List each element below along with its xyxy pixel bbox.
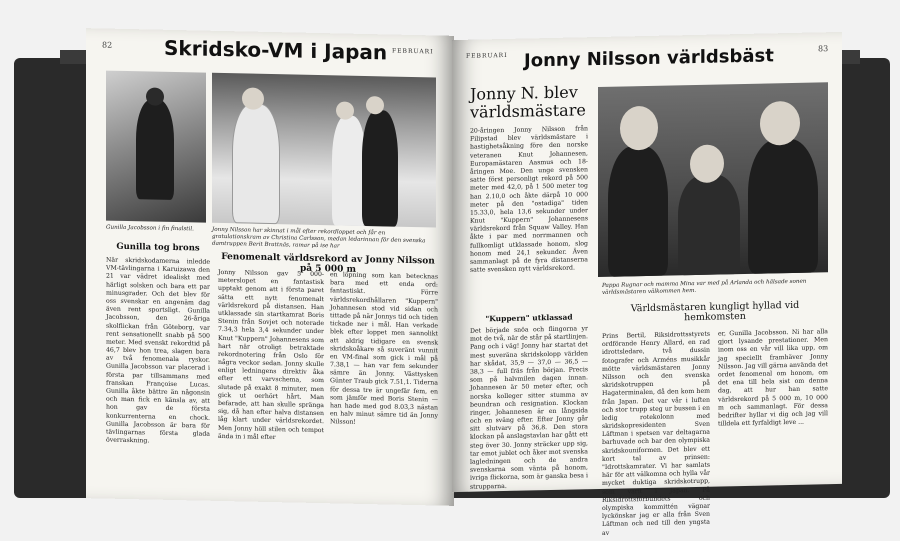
photo-caption-parents: Pappa Rugnar och mamma Mina var med på Arlanda och hälsade sonen världsmästaren välkommen hem. bbox=[602, 278, 807, 296]
photo-caption-gunilla: Gunilla Jacobsson i fin finalstil. bbox=[106, 224, 194, 233]
left-page bbox=[86, 28, 454, 506]
photo-skater-gunilla bbox=[106, 71, 206, 223]
article-text-homecoming-col2: er, Gunilla Jacobsson. Ni har alla gjort lysande prestationer. Men inom oss en vår vill lika upp, om jag speciellt framhäver Jonny Nilsson. Jag vill gärna använda det ordet fenomenal om honom, om det ena till hela sist om denna dag, att hur han satte världsrekord på 5 000 m, 10 000 m och sammanlagt. För dessa bedrifter hyllar vi dig och jag vill tilldela ett fyrfaldigt leve ... bbox=[718, 328, 828, 428]
article-title-record: Fenomenalt världsrekord av Jonny Nilsson på 5 000 m bbox=[221, 251, 435, 275]
article-text-record-col2: en löpning som kan betecknas bara med ett enda ord: fantastiskt. Förre världsrekordhållaren "Kuppern" Johannesen stod vid sidan och tittade på när Jonnys tid och tiden tickade ner i mål. Han verkade blek efter loppet men sannolikt att aldrig tidigare en svensk skridskoåkare så suveränt vunnit en VM-final som gick i mål på 7.38,1 — han var fem sekunder sämre än Jonny. Västtysken Günter Traub gick 7.51,1. Tiderna för dessa tre är ungefär fem, en som jämför med Boris Stenin — han hade med god 8.03,3 nästan en halv minut sämre tid än Jonny Nilsson! bbox=[330, 271, 438, 427]
running-head-left: FEBRUARI bbox=[392, 47, 434, 56]
article-text-kuppern: Det började snöa och flingorna yr mot de två, när de står på startlinjen. Pang och i väg! Jonny har startat det mest suveräna skridskolopp världen har skådat, 35,9 — 37,0 — 36,5 — 38,3 — full fräs från början. Precis som på halvmilen dagen innan. Johannesen är 50 meter efter, och norska kolleger sitter stumma av beundran och resignation. Klockan ringer, Johannesen är en långsida och en sväng efter. Efter Jonny går sitt slutvarv på 36,8. Den stora klockan på anslagstavlan har gått ett steg över 30. Jonny sträcker upp sig, tar emot jublet och åker mot svenska lagledningen och de andra svenskarna som vänta på honom, ivriga flickorna, som är ganska besa i strupparna. bbox=[470, 325, 588, 491]
article-text-homecoming-col1: Prins Bertil, Riksidrottsstyrets ordförande Henry Allard, en rad idrottsledare, två dussin fotografer och Arméns musikkår mötte världsmästaren Jonny Nilsson och den svenska skridskotruppen på Hagaterminalen, då den kom hem från Japan. Det var vår i luften och stor trupp steg ur bussen i en ledig rotekolonn med skridskopresidenten Sven Läftman i spetsen var deltagarna barhuvade och bar den olympiska skridskouniformen. Det blev ett kort tal av prinsen: "Idrottskamrater. Vi har samlats här för att välkomna och hylla vår mycket duktiga skridskotrupp, som varit i Japan. På Riksidrottsförbundets och olympiska kommittén vägnar lyckönskar jag er alla från Sven Läftman och ned till den yngsta av bbox=[602, 330, 710, 537]
article-title-gunilla: Gunilla tog brons bbox=[116, 241, 200, 254]
article-title-homecoming: Världsmästaren kungligt hyllad vid hemkomsten bbox=[630, 299, 800, 324]
headline-left: Skridsko-VM i Japan bbox=[164, 35, 388, 65]
article-text-worldchampion: 20-åringen Jonny Nilsson från Filipstad blev världsmästare i hastighetsåkning före den norske veteranen Knut Johannesen, Europamästaren Aasmus och 18-åringen Moe. Den unge svensken satte först personligt rekord på 500 meter med 42,0, på 1 500 meter tog han 2.10,0 och åkte därpå 10 000 meter på den "ostadiga" tiden 15.33,0, hela 13,6 sekunder under Knut "Kuppern" Johannesens världsrekord från Squaw Valley. Han åkte i par med norrmannen och fullkomligt utklassade honom, slog honom med 24,1 sekunder. Även sammanlagt på de fyra distanserna satte svensken nytt världsrekord. bbox=[470, 125, 588, 274]
running-head-right: FEBRUARI bbox=[466, 51, 508, 60]
headline-right: Jonny Nilsson världsbäst bbox=[524, 45, 774, 72]
right-page bbox=[452, 32, 842, 537]
photo-parents-arlanda bbox=[598, 82, 828, 277]
page-number-left: 82 bbox=[102, 40, 113, 50]
photo-jonny-congratulated bbox=[212, 73, 436, 228]
article-title-kuppern: "Kuppern" utklassad bbox=[485, 312, 573, 324]
article-text-gunilla: När skridskodamerna inledde VM-tävlingarna i Karuizawa den 21 var vädret idealiskt med härligt solsken och bara ett par minusgrader. Och det blev för oss svenskar en angenäm dag även rent sportsligt. Gunilla Jacobsson, den 26-åriga skolflickan från Göteborg, var rent sensationellt snabb på 500 meter. Med svenskt rekordtid på 46,7 blev hon trea, slagen bara av två fenomenala ryskor. Gunilla Jacobsson var placerad i första par tillsammans med franskan Françoise Lucas. Gunilla åkte bättre än någonsin och man fick en känsla av, att hon gav de första konkurrenterna en chock. Gunilla Jacobsson är bara för tävlingarnas första glada överraskning. bbox=[106, 256, 210, 445]
article-text-record-col1: Jonny Nilsson gav 5 000-meterslopet en fantastisk upptakt genom att i första paret sätta ett nytt fenomenalt världsrekord på distansen. Han utklassade sin startkamrat Boris Stenin från Sovjet och noterade 7.34,3 hela 3,4 sekunder under Knut "Kuppern" Johannesens som hart när otroligt betraktade rekordnotering från Oslo för några veckor sedan. Jonny skulle enligt ledningens direktiv åka efter ett varvschema, som slutade på exakt 8 minuter, men gick ut oerhört hårt. Man befarade, att han skulle spränga sig, då han efter halva distansen låg klart under världsrekordet. Men Jonny höll stilen och tempot ända in i mål efter bbox=[218, 268, 324, 441]
page-number-right: 83 bbox=[818, 44, 829, 54]
photo-caption-jonny: Jonny Nilsson har skinnat i mål efter rekordloppet och får en gratulationskram av Christina Carlsson, medan ledarinnan för den svenska damtruppen Berit Brattnäs, ramar på ise har bbox=[212, 226, 426, 250]
article-title-worldchampion: Jonny N. blev världsmästare bbox=[470, 82, 586, 122]
